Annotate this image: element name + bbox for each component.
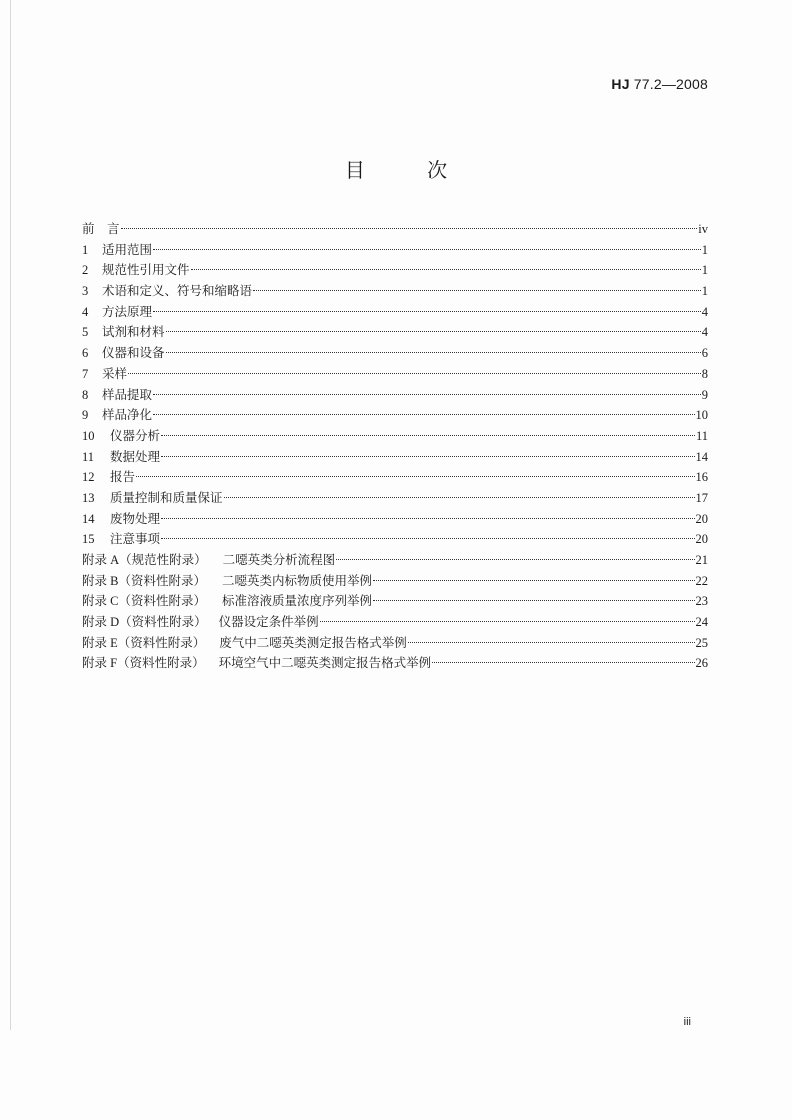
toc-dot-leader [153,414,694,415]
toc-entry-title: 仪器和设备 [102,345,165,361]
toc-entry-page: 11 [695,428,708,443]
toc-entry-page: 20 [695,532,708,547]
toc-dot-leader [253,290,701,291]
toc-entry-page: 16 [695,470,708,485]
toc-entry[interactable] [82,633,708,654]
toc-entry-page: 1 [701,242,708,257]
toc-entry[interactable] [82,488,708,509]
toc-dot-leader [153,311,701,312]
toc-entry-page: 17 [695,490,708,505]
toc-entry-page: 23 [695,594,708,609]
toc-entry-title: 采样 [102,365,128,381]
toc-entry-title: 术语和定义、符号和缩略语 [102,283,253,299]
toc-dot-leader [161,456,694,457]
toc-entry-title: 仪器设定条件举例 [218,614,319,630]
page-title: 目 次 [344,158,476,182]
toc-dot-leader [121,228,698,229]
toc-entry-number: 2 [82,263,89,278]
toc-entry-page: 14 [695,449,708,464]
toc-entry-title: 适用范围 [102,241,153,257]
toc-entry-number: 15 [82,532,95,547]
toc-entry[interactable] [82,426,708,447]
toc-entry-title: 环境空气中二噁英类测定报告格式举例 [218,655,432,671]
toc-entry-page: 4 [701,325,708,340]
toc-dot-leader [408,642,695,643]
toc-entry[interactable] [82,219,708,240]
toc-entry-title: 数据处理 [110,448,161,464]
toc-entry-page: 10 [695,408,708,423]
toc-entry[interactable] [82,653,708,674]
toc-entry[interactable] [82,509,708,530]
toc-entry-number: 附录 A（规范性附录） [82,553,207,567]
toc-entry-page: 20 [695,511,708,526]
toc-entry-number: 14 [82,511,95,526]
toc-entry[interactable] [82,612,708,633]
toc-entry-number: 附录 B（资料性附录） [82,573,206,588]
toc-entry-title: 注意事项 [110,531,161,547]
toc-entry[interactable] [82,385,708,406]
toc-entry-number: 5 [82,325,89,340]
toc-entry-number: 6 [82,346,89,361]
toc-entry-page: 8 [701,366,708,381]
toc-entry[interactable] [82,322,708,343]
toc-dot-leader [373,580,695,581]
toc-entry-title: 试剂和材料 [102,324,165,340]
toc-entry-number: 10 [82,428,95,443]
toc-entry-title: 方法原理 [102,303,153,319]
toc-entry-number: 附录 C（资料性附录） [82,594,206,609]
toc-entry-title: 废气中二噁英类测定报告格式举例 [219,634,407,650]
toc-dot-leader [161,518,694,519]
toc-entry[interactable] [82,343,708,364]
toc-entry-title: 规范性引用文件 [102,262,190,278]
toc-entry[interactable] [82,591,708,612]
toc-entry-page: 21 [695,553,708,567]
toc-entry-page: 26 [695,656,708,671]
toc-entry-number: 附录 F（资料性附录） [82,656,205,671]
table-of-contents [82,219,708,674]
toc-entry[interactable] [82,571,708,592]
toc-entry[interactable] [82,260,708,281]
toc-entry-page: 9 [701,387,708,402]
toc-dot-leader [320,621,695,622]
toc-entry[interactable] [82,364,708,385]
toc-entry[interactable] [82,281,708,302]
standard-number: 77.2—2008 [633,76,708,92]
toc-entry-number: 12 [82,470,95,485]
toc-dot-leader [153,249,701,250]
toc-entry-number: 9 [82,408,89,423]
toc-entry-page: 25 [695,635,708,650]
toc-entry-title: 二噁英类内标物质使用举例 [221,572,372,588]
toc-dot-leader [136,476,694,477]
toc-entry[interactable] [82,302,708,323]
toc-entry[interactable] [82,240,708,261]
toc-entry-title: 样品提取 [102,386,153,402]
toc-dot-leader [166,352,701,353]
toc-entry-title: 样品净化 [102,407,153,423]
toc-dot-leader [166,331,701,332]
toc-entry[interactable] [82,405,708,426]
toc-entry-number: 4 [82,304,89,319]
toc-entry-page: 6 [701,346,708,361]
toc-dot-leader [153,394,701,395]
toc-entry-title: 质量控制和质量保证 [110,489,223,505]
toc-entry-number: 3 [82,284,89,299]
toc-dot-leader [373,600,695,601]
toc-entry-number: 附录 E（资料性附录） [82,635,206,650]
toc-entry-page: 24 [695,615,708,630]
toc-entry-page: 22 [695,573,708,588]
standard-code [611,76,708,92]
toc-dot-leader [161,538,694,539]
toc-dot-leader [161,435,695,436]
toc-entry-page: iv [698,222,708,236]
toc-entry[interactable] [82,529,708,550]
toc-entry-number: 1 [82,242,89,257]
toc-dot-leader [191,269,701,270]
toc-entry-number: 附录 D（资料性附录） [82,615,207,630]
toc-entry-page: 4 [701,304,708,319]
toc-entry-page: 1 [701,284,708,299]
toc-dot-leader [224,497,695,498]
toc-entry-title: 二噁英类分析流程图 [222,552,336,567]
toc-entry-number: 11 [82,449,95,464]
toc-entry-number: 13 [82,490,95,505]
toc-dot-leader [432,662,694,663]
toc-entry-number: 8 [82,387,89,402]
toc-entry-title: 仪器分析 [110,427,161,443]
toc-entry[interactable] [82,447,708,468]
toc-dot-leader [128,373,701,374]
toc-entry-title: 标准溶液质量浓度序列举例 [221,593,372,609]
toc-entry[interactable] [82,467,708,488]
toc-entry-title: 前 言 [82,221,120,236]
toc-dot-leader [336,559,694,560]
toc-entry[interactable] [82,550,708,571]
standard-prefix: HJ [611,76,630,92]
toc-entry-title: 报告 [110,469,136,485]
toc-entry-title: 废物处理 [110,510,161,526]
page-number: iii [683,1016,691,1028]
toc-entry-number: 7 [82,366,89,381]
toc-entry-page: 1 [701,263,708,278]
